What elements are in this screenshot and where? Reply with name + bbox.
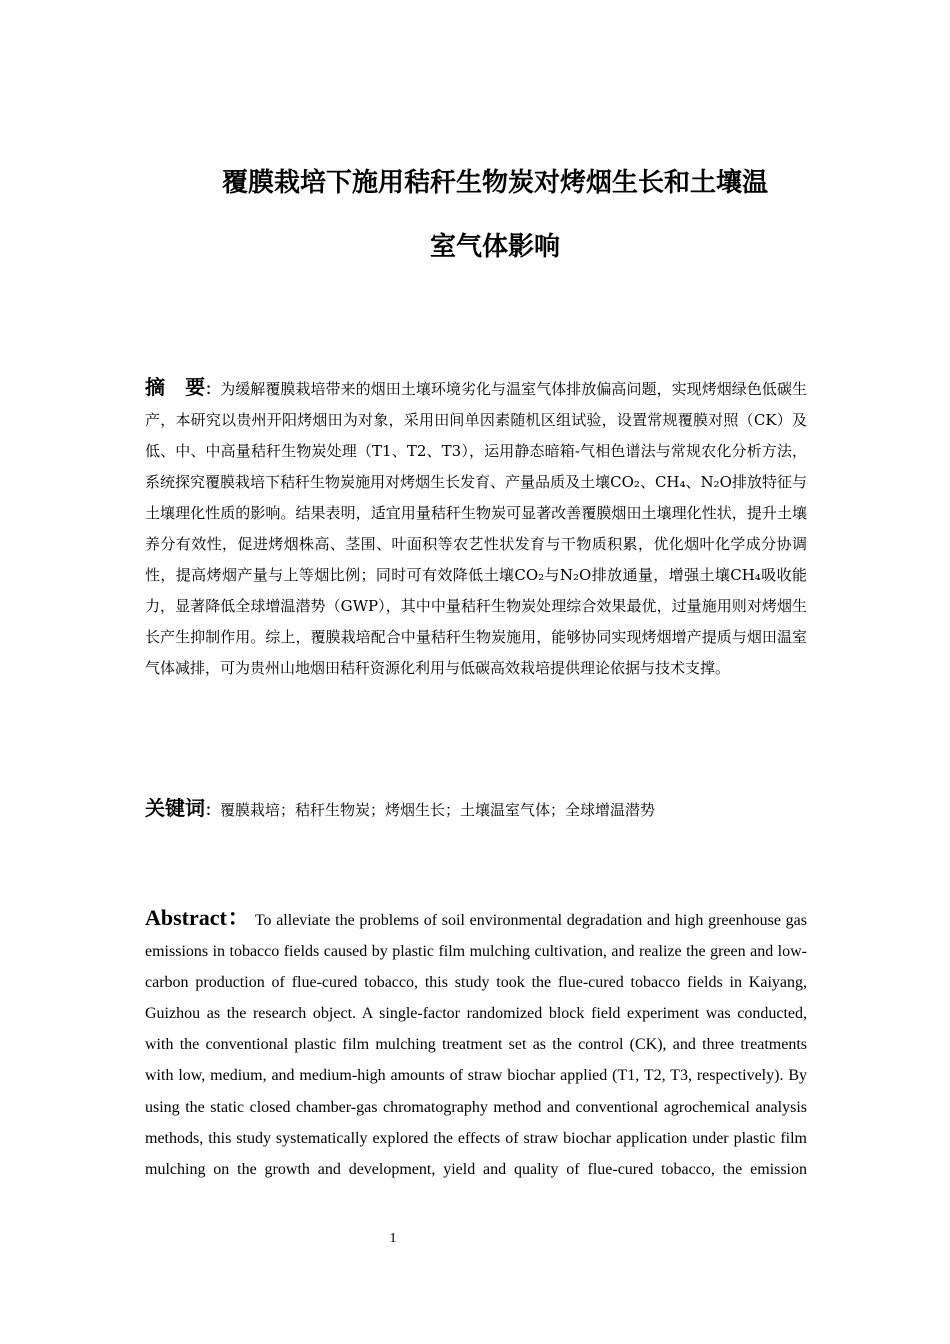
page-number: 1 — [389, 1231, 397, 1246]
english-abstract-label: Abstract： — [145, 905, 251, 930]
english-abstract — [145, 902, 807, 1185]
chinese-keywords-label: 关键词 — [145, 796, 205, 820]
chinese-abstract-text: 为缓解覆膜栽培带来的烟田土壤环境劣化与温室气体排放偏高问题，实现烤烟绿色低碳生产，本研究以贵州开阳烤烟田为对象，采用田间单因素随机区组试验，设置常规覆膜对照（CK）及低、中、中高量秸秆生物炭处理（T1、T2、T3），运用静态暗箱-气相色谱法与常规农化分析方法，系统探究覆膜栽培下秸秆生物炭施用对烤烟生长发育、产量品质及土壤CO₂、CH₄、N₂O排放特征与土壤理化性质的影响。结果表明，适宜用量秸秆生物炭可显著改善覆膜烟田土壤理化性状，提升土壤养分有效性，促进烤烟株高、茎围、叶面积等农艺性状发育与干物质积累，优化烟叶化学成分协调性，提高烤烟产量与上等烟比例；同时可有效降低土壤CO₂与N₂O排放通量，增强土壤CH₄吸收能力，显著降低全球增温潜势（GWP），其中中量秸秆生物炭处理综合效果最优，过量施用则对烤烟生长产生抑制作用。综上，覆膜栽培配合中量秸秆生物炭施用，能够协同实现烤烟增产提质与烟田温室气体减排，可为贵州山地烟田秸秆资源化利用与低碳高效栽培提供理论依据与技术支撑。 — [145, 380, 807, 677]
chinese-keywords-separator: ： — [205, 801, 221, 819]
english-abstract-text: To alleviate the problems of soil environmental degradation and high greenhouse gas emissions in tobacco fields caused by plastic film mulching cultivation, and realize the green and low-carbon production of flue-cured tobacco, this study took the flue-cured tobacco fields in Kaiyang, Guizhou as the research object. A single-factor randomized block field experiment was conducted, with the conventional plastic film mulching treatment set as the control (CK), and three treatments with low, medium, and medium-high amounts of straw biochar applied (T1, T2, T3, respectively). By using the static closed chamber-gas chromatography method and conventional agrochemical analysis methods, this study systematically explored the effects of straw biochar application under plastic film mulching on the growth and development, yield and quality of flue-cured tobacco, the emission — [145, 912, 807, 1178]
chinese-abstract — [145, 372, 807, 684]
chinese-abstract-separator: ： — [205, 380, 221, 398]
paper-title-line-2: 室气体影响 — [429, 232, 560, 262]
paper-title-line-1: 覆膜栽培下施用秸秆生物炭对烤烟生长和土壤温 — [221, 168, 768, 198]
chinese-abstract-label: 摘 要 — [145, 375, 206, 399]
chinese-keywords — [145, 793, 807, 826]
chinese-keywords-text: 覆膜栽培；秸秆生物炭；烤烟生长；土壤温室气体；全球增温潜势 — [220, 801, 656, 819]
